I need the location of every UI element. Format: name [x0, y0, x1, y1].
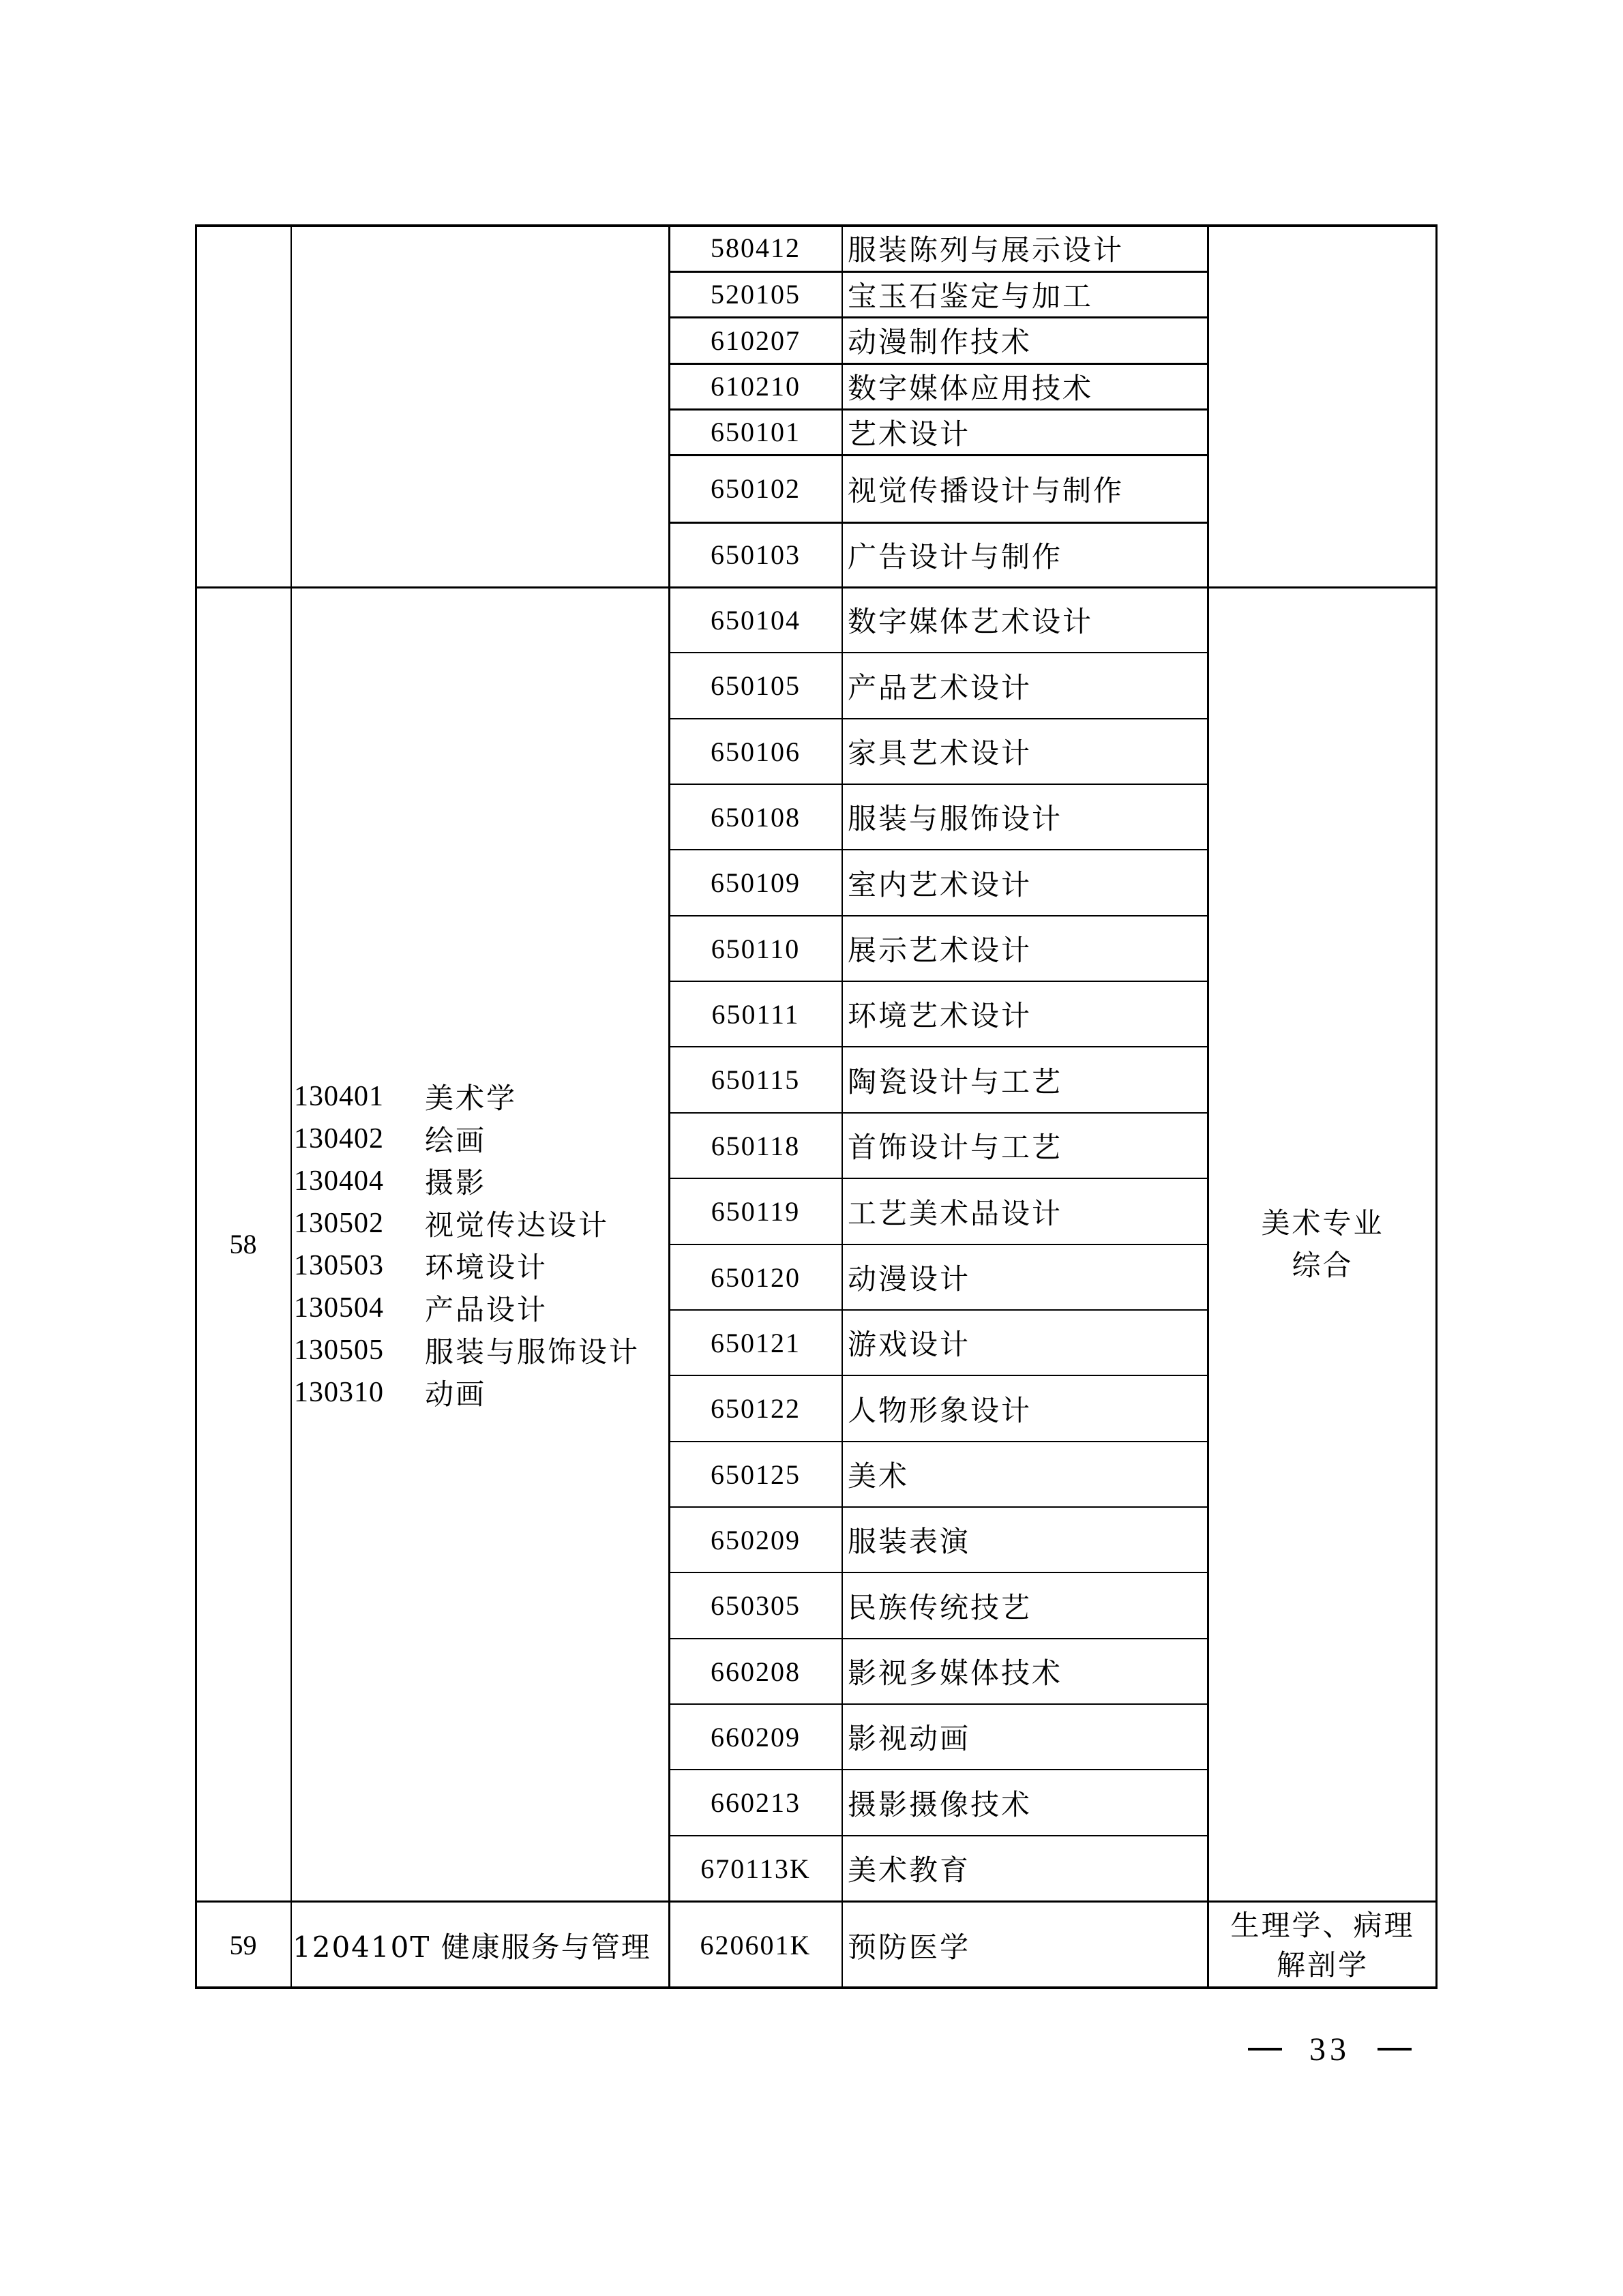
row-divider [669, 271, 1208, 273]
vocational-name-cell: 艺术设计 [848, 417, 971, 451]
page-number-text: 33 [1309, 2031, 1350, 2068]
vocational-code-cell: 650111 [711, 998, 800, 1030]
group-divider [195, 1900, 1438, 1903]
row-divider [669, 1244, 1208, 1245]
vocational-name-cell: 陶瓷设计与工艺 [848, 1064, 1063, 1099]
vocational-code-cell: 660209 [711, 1721, 801, 1753]
undergrad-major-item [294, 1287, 548, 1329]
table-border-right [1435, 224, 1438, 1989]
row-divider [669, 1441, 1208, 1442]
vocational-code-cell: 650104 [711, 604, 801, 636]
exam-subject-cell [1208, 587, 1438, 1901]
vocational-code-cell: 610207 [711, 325, 801, 356]
undergrad-major-item [294, 1202, 609, 1244]
column-divider [668, 224, 670, 1989]
vocational-name-cell: 展示艺术设计 [848, 934, 1032, 967]
vocational-code-cell: 650118 [711, 1130, 801, 1161]
sequence-number: 58 [229, 1229, 257, 1259]
undergrad-major-item [294, 1329, 640, 1371]
undergrad-major-item [294, 1160, 486, 1202]
vocational-name-cell: 影视动画 [848, 1722, 971, 1755]
vocational-name-cell: 游戏设计 [848, 1328, 971, 1361]
vocational-name-cell: 广告设计与制作 [848, 539, 1063, 573]
vocational-name-cell: 数字媒体艺术设计 [848, 605, 1094, 638]
undergrad-major-name: 产品设计 [425, 1292, 548, 1326]
sequence-number: 59 [229, 1930, 257, 1960]
vocational-name-cell: 室内艺术设计 [848, 867, 1032, 901]
row-divider [669, 1112, 1208, 1114]
undergrad-major-cell: 120410T 健康服务与管理 [293, 1930, 651, 1964]
row-divider [669, 408, 1208, 411]
vocational-name-cell: 摄影摄像技术 [848, 1787, 1032, 1821]
vocational-name-cell: 家具艺术设计 [848, 736, 1032, 770]
row-divider [669, 849, 1208, 850]
row-divider [669, 784, 1208, 785]
undergrad-major-name: 服装与服饰设计 [425, 1335, 640, 1369]
vocational-name-cell: 服装与服饰设计 [848, 802, 1063, 835]
undergrad-majors-list [291, 587, 669, 1901]
vocational-code-cell: 650121 [711, 1327, 801, 1358]
undergrad-major-name: 美术学 [425, 1081, 518, 1115]
row-divider [669, 522, 1208, 524]
undergrad-major-name: 绘画 [425, 1123, 487, 1157]
vocational-code-cell: 650305 [711, 1590, 801, 1621]
group-divider [195, 586, 1438, 588]
vocational-code-cell: 660213 [711, 1787, 801, 1818]
vocational-code-cell: 650102 [711, 473, 801, 504]
table-border-bottom [195, 1986, 1438, 1989]
exam-subject-line: 解剖学 [1276, 1948, 1369, 1982]
row-divider [669, 316, 1208, 318]
vocational-code-cell: 650105 [711, 670, 801, 701]
exam-subject-line: 美术专业 [1261, 1206, 1384, 1240]
row-divider [669, 1703, 1208, 1705]
vocational-code-cell: 650110 [711, 933, 801, 964]
row-divider [669, 1572, 1208, 1573]
vocational-code-cell: 650103 [711, 539, 801, 570]
vocational-name-cell: 服装陈列与展示设计 [848, 233, 1125, 267]
row-divider [669, 1046, 1208, 1047]
vocational-code-cell: 650120 [711, 1262, 801, 1293]
vocational-code-cell: 650115 [711, 1064, 801, 1095]
vocational-code-cell: 580412 [711, 233, 801, 263]
vocational-name-cell: 视觉传播设计与制作 [848, 473, 1125, 507]
vocational-code-cell: 650108 [711, 801, 801, 833]
vocational-name-cell: 人物形象设计 [848, 1393, 1032, 1427]
row-divider [669, 1506, 1208, 1508]
vocational-code-cell: 650209 [711, 1524, 801, 1555]
vocational-name-cell: 产品艺术设计 [848, 670, 1032, 704]
vocational-name-cell: 服装表演 [848, 1525, 971, 1558]
vocational-name-cell: 数字媒体应用技术 [848, 371, 1094, 405]
exam-subject-cell [1208, 1901, 1438, 1989]
undergrad-major-name: 视觉传达设计 [425, 1208, 610, 1242]
row-divider [669, 1769, 1208, 1770]
undergrad-major-code: 130505 [294, 1334, 384, 1366]
undergrad-major-item [294, 1118, 486, 1160]
vocational-name-cell: 美术教育 [848, 1853, 971, 1887]
vocational-name-cell: 动漫制作技术 [848, 325, 1032, 359]
vocational-name-cell: 影视多媒体技术 [848, 1656, 1063, 1690]
vocational-name-cell: 动漫设计 [848, 1262, 971, 1296]
undergrad-major-name: 环境设计 [425, 1250, 548, 1284]
undergrad-major-item [294, 1075, 517, 1118]
dash-decoration [1248, 2048, 1282, 2051]
vocational-code-cell: 660208 [711, 1656, 801, 1687]
undergrad-major-item [294, 1371, 486, 1414]
table-border-top [195, 224, 1438, 227]
vocational-name-cell: 美术 [848, 1459, 910, 1493]
page-number [1248, 2029, 1412, 2070]
exam-subject-line: 生理学、病理 [1230, 1908, 1415, 1942]
vocational-name-cell: 首饰设计与工艺 [848, 1131, 1063, 1164]
dash-decoration [1378, 2048, 1412, 2051]
row-divider [669, 981, 1208, 982]
undergrad-major-code: 130404 [294, 1165, 384, 1197]
vocational-code-cell: 650106 [711, 736, 801, 767]
vocational-code-cell: 620601K [700, 1930, 812, 1960]
vocational-name-cell: 环境艺术设计 [848, 999, 1032, 1032]
row-divider [669, 454, 1208, 456]
vocational-code-cell: 650119 [711, 1196, 801, 1227]
column-divider [1207, 224, 1209, 1989]
row-divider [669, 718, 1208, 719]
vocational-code-cell: 610210 [711, 371, 801, 402]
exam-subject-line: 综合 [1292, 1248, 1354, 1282]
vocational-name-cell: 民族传统技艺 [848, 1590, 1032, 1624]
column-divider [842, 224, 843, 1989]
undergrad-major-item [294, 1244, 548, 1287]
undergrad-major-code: 130503 [294, 1249, 384, 1281]
row-divider [669, 1638, 1208, 1639]
vocational-code-cell: 670113K [700, 1853, 811, 1884]
admissions-major-table [195, 224, 1438, 1989]
vocational-code-cell: 650101 [711, 417, 801, 447]
row-divider [669, 1309, 1208, 1311]
row-divider [669, 1835, 1208, 1836]
undergrad-major-name: 摄影 [425, 1165, 487, 1199]
vocational-code-cell: 650109 [711, 867, 801, 898]
row-divider [669, 652, 1208, 653]
table-border-left [195, 224, 197, 1989]
row-divider [669, 1178, 1208, 1179]
undergrad-major-code: 130502 [294, 1207, 384, 1239]
vocational-name-cell: 宝玉石鉴定与加工 [848, 279, 1094, 313]
row-divider [669, 1375, 1208, 1376]
row-divider [669, 363, 1208, 365]
vocational-name-cell: 预防医学 [848, 1930, 971, 1964]
undergrad-major-code: 130504 [294, 1292, 384, 1324]
row-divider [669, 915, 1208, 916]
vocational-name-cell: 工艺美术品设计 [848, 1196, 1063, 1230]
undergrad-major-code: 130401 [294, 1080, 384, 1112]
column-divider [291, 224, 292, 1989]
vocational-code-cell: 650122 [711, 1393, 801, 1424]
undergrad-major-code: 130310 [294, 1376, 384, 1408]
undergrad-major-code: 130402 [294, 1122, 384, 1154]
vocational-code-cell: 650125 [711, 1459, 801, 1490]
undergrad-major-name: 动画 [425, 1377, 487, 1411]
vocational-code-cell: 520105 [711, 279, 801, 310]
